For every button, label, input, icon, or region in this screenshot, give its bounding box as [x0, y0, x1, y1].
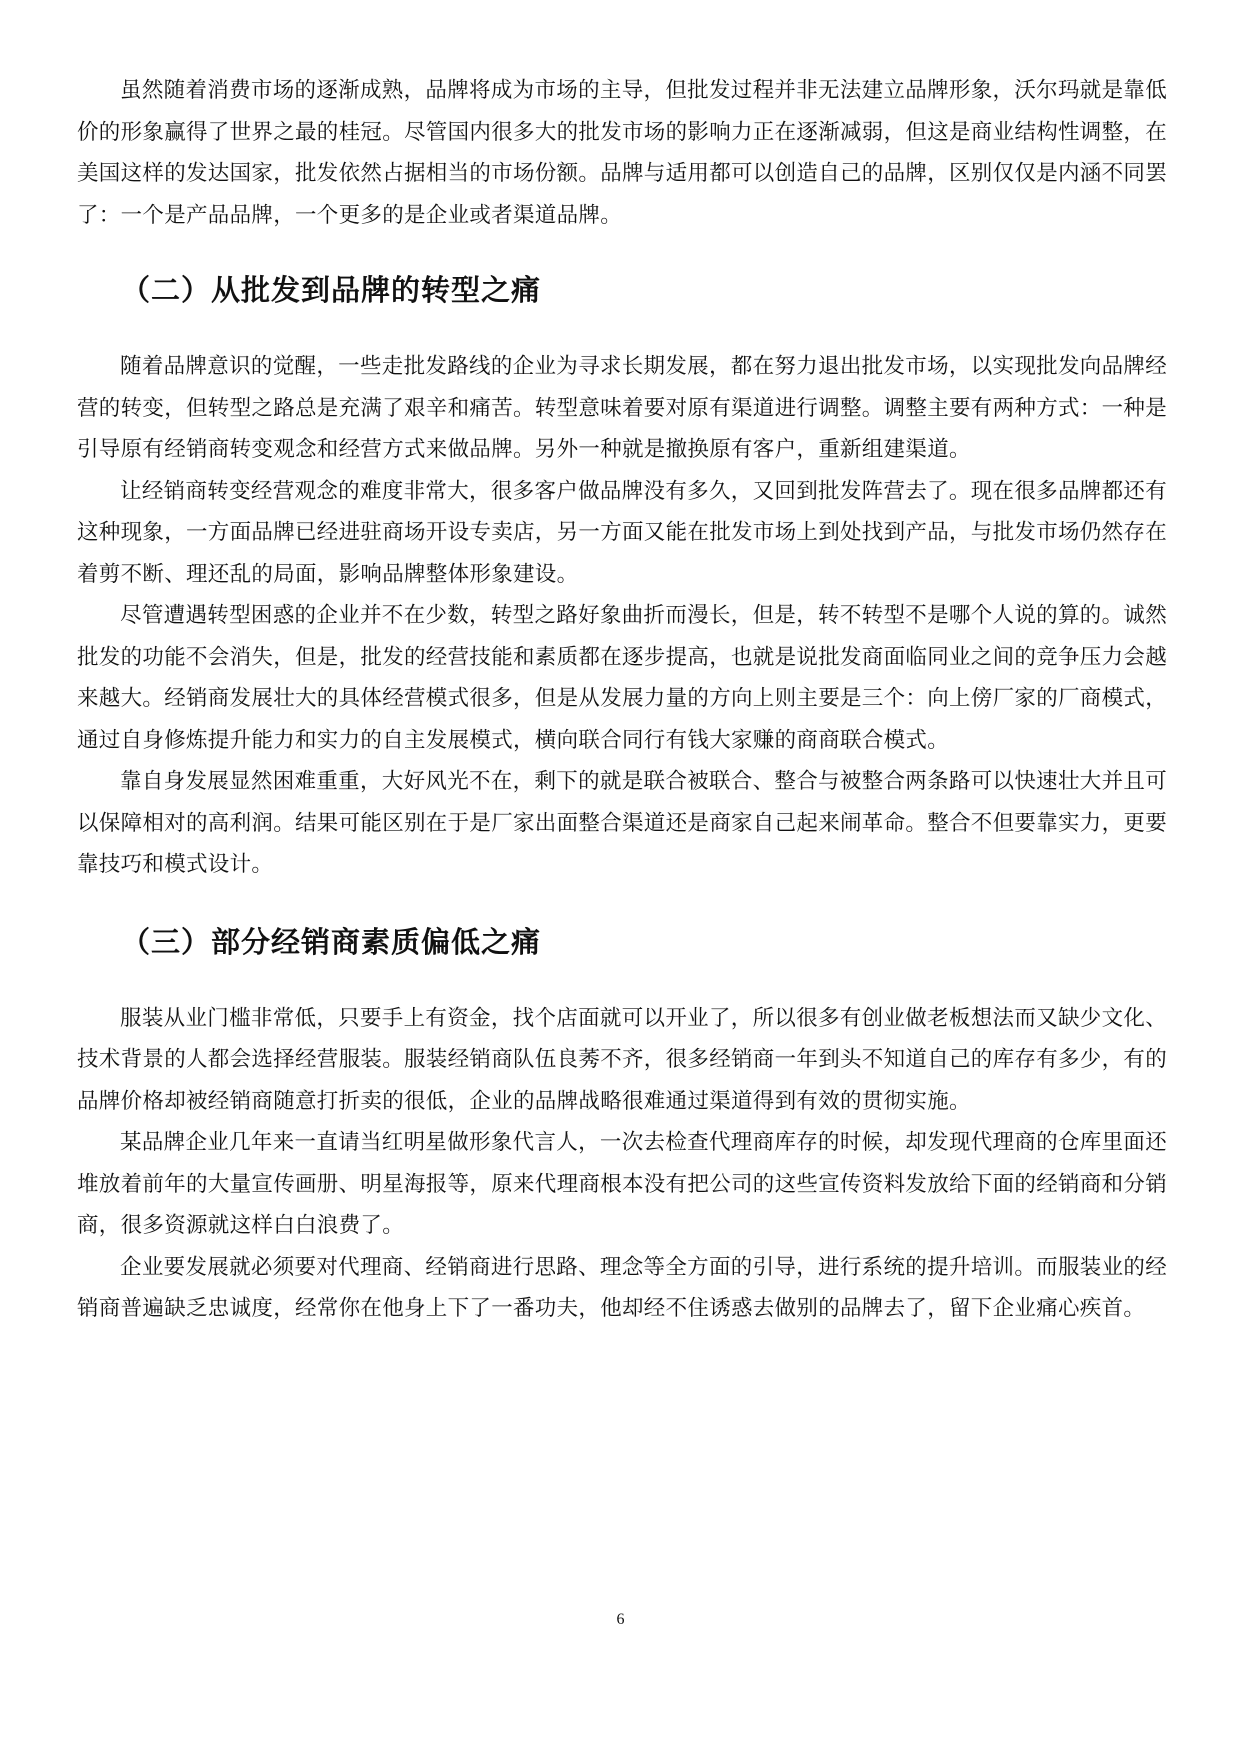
section2-paragraph-3: 尽管遭遇转型困惑的企业并不在少数，转型之路好象曲折而漫长，但是，转不转型不是哪个人说的算的。诚然批发的功能不会消失，但是，批发的经营技能和素质都在逐步提高，也就是说批发商面临同业之间的竞争压力会越来越大。经销商发展壮大的具体经营模式很多，但是从发展力量的方向上则主要是三个：向上傍厂家的厂商模式，通过自身修炼提升能力和实力的自主发展模式，横向联合同行有钱大家赚的商商联合模式。	[77, 603, 1168, 753]
section3-paragraph-3: 企业要发展就必须要对代理商、经销商进行思路、理念等全方面的引导，进行系统的提升培训。而服装业的经销商普遍缺乏忠诚度，经常你在他身上下了一番功夫，他却经不住诱惑去做别的品牌去了，留下企业痛心疾首。	[77, 1254, 1167, 1321]
section2-paragraph-1: 随着品牌意识的觉醒，一些走批发路线的企业为寻求长期发展，都在努力退出批发市场，以实现批发向品牌经营的转变，但转型之路总是充满了艰辛和痛苦。转型意味着要对原有渠道进行调整。调整主要有两种方式：一种是引导原有经销商转变观念和经营方式来做品牌。另外一种就是撤换原有客户，重新组建渠道。	[77, 354, 1168, 462]
document-page	[77, 70, 1167, 1330]
section2-paragraph-4: 靠自身发展显然困难重重，大好风光不在，剩下的就是联合被联合、整合与被整合两条路可以快速壮大并且可以保障相对的高利润。结果可能区别在于是厂家出面整合渠道还是商家自己起来闹革命。整合不但要靠实力，更要靠技巧和模式设计。	[77, 769, 1168, 877]
section3-paragraph-2: 某品牌企业几年来一直请当红明星做形象代言人，一次去检查代理商库存的时候，却发现代理商的仓库里面还堆放着前年的大量宣传画册、明星海报等，原来代理商根本没有把公司的这些宣传资料发放给下面的经销商和分销商，很多资源就这样白白浪费了。	[77, 1130, 1168, 1238]
section-heading-3: （三）部分经销商素质偏低之痛	[121, 924, 542, 959]
intro-paragraph: 虽然随着消费市场的逐渐成熟，品牌将成为市场的主导，但批发过程并非无法建立品牌形象，沃尔玛就是靠低价的形象赢得了世界之最的桂冠。尽管国内很多大的批发市场的影响力正在逐渐减弱，但这是商业结构性调整，在美国这样的发达国家，批发依然占据相当的市场份额。品牌与适用都可以创造自己的品牌，区别仅仅是内涵不同罢了：一个是产品品牌，一个更多的是企业或者渠道品牌。	[77, 78, 1168, 228]
section3-paragraph-1: 服装从业门槛非常低，只要手上有资金，找个店面就可以开业了，所以很多有创业做老板想法而又缺少文化、技术背景的人都会选择经营服装。服装经销商队伍良莠不齐，很多经销商一年到头不知道自己的库存有多少，有的品牌价格却被经销商随意打折卖的很低，企业的品牌战略很难通过渠道得到有效的贯彻实施。	[77, 1005, 1168, 1114]
section2-paragraph-2: 让经销商转变经营观念的难度非常大，很多客户做品牌没有多久，又回到批发阵营去了。现在很多品牌都还有这种现象，一方面品牌已经进驻商场开设专卖店，另一方面又能在批发市场上到处找到产品，与批发市场仍然存在着剪不断、理还乱的局面，影响品牌整体形象建设。	[77, 478, 1168, 587]
section-heading-2: （二）从批发到品牌的转型之痛	[121, 273, 542, 307]
page-number: 6	[616, 1611, 625, 1628]
